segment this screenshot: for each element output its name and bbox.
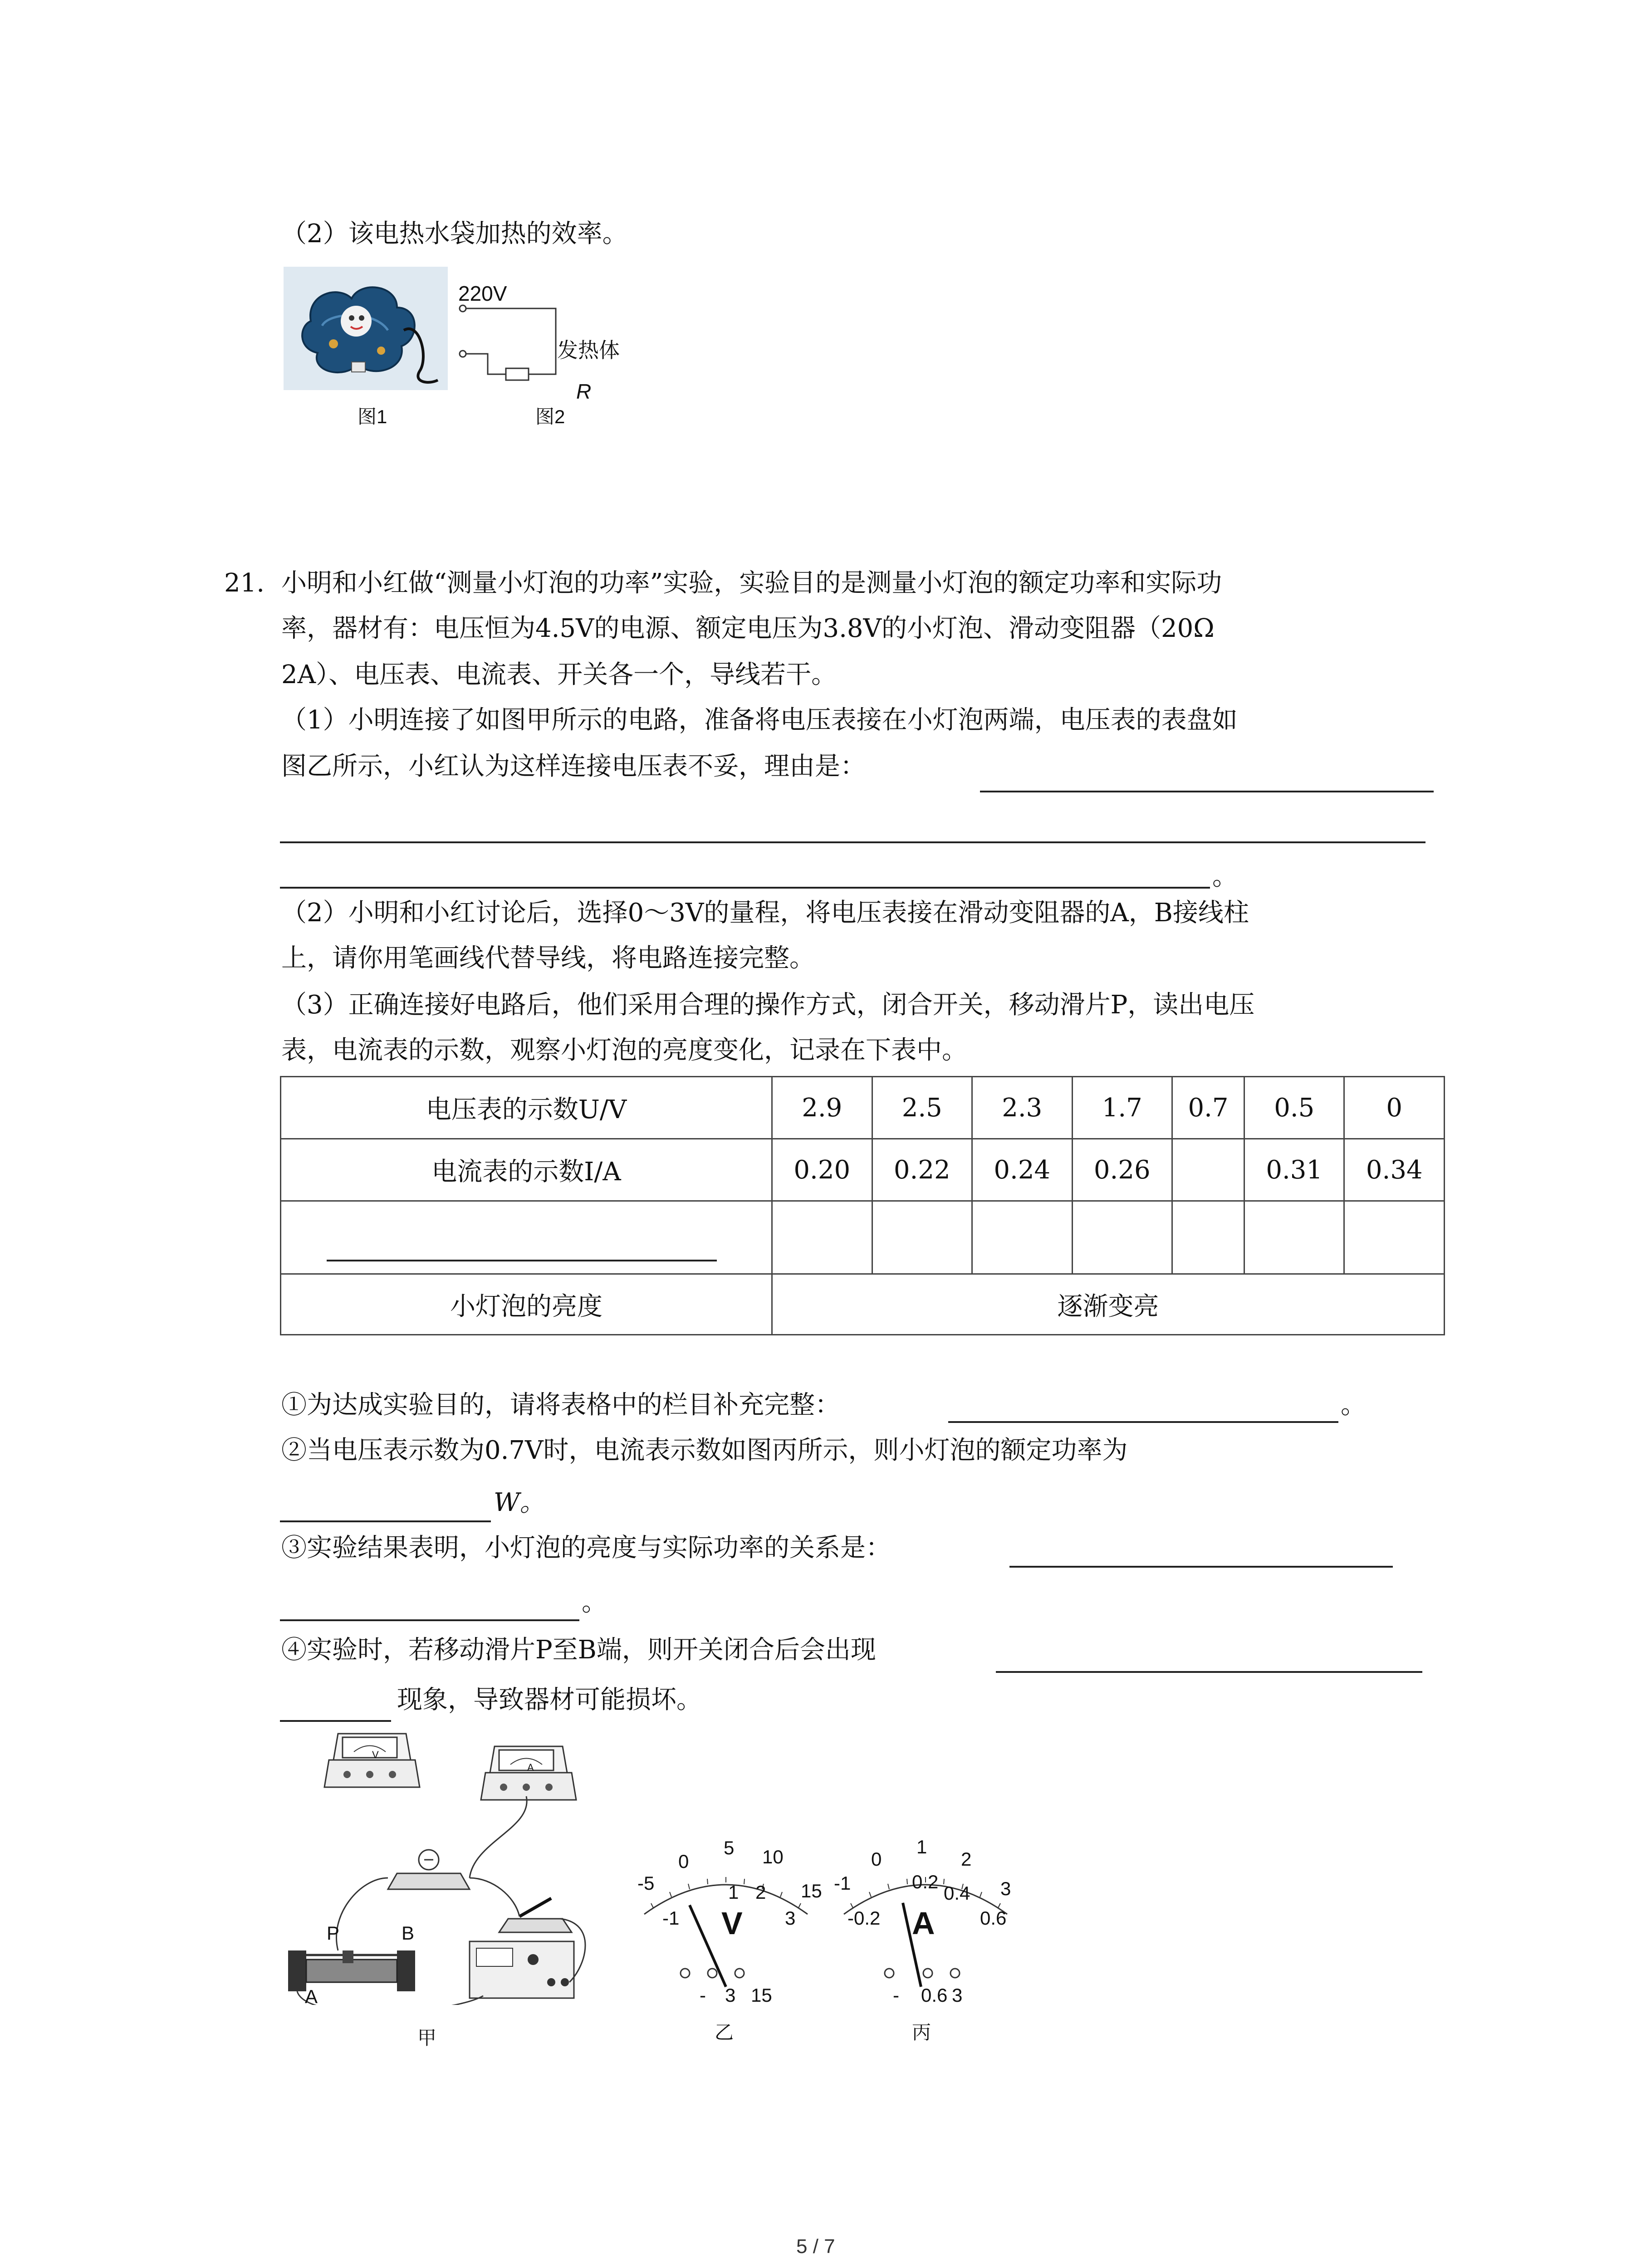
amm-tick-top-0: 0 xyxy=(871,1848,882,1870)
amm-tick-top-3: 3 xyxy=(1000,1878,1011,1899)
q21-intro-line2: 率，器材有：电压恒为4.5V的电源、额定电压为3.8V的小灯泡、滑动变阻器（20Ω xyxy=(281,614,1215,643)
q21-number: 21. xyxy=(224,568,265,598)
table-cell: 0.34 xyxy=(1344,1139,1445,1201)
row-label-blank-line[interactable] xyxy=(327,1260,717,1261)
q21-p3-line2: 表，电流表的示数，观察小灯泡的亮度变化，记录在下表中。 xyxy=(281,1036,967,1065)
table-cell: 0.24 xyxy=(972,1139,1073,1201)
q21-p1-line1: （1）小明连接了如图甲所示的电路，准备将电压表接在小灯泡两端，电压表的表盘如 xyxy=(281,705,1238,735)
table-cell: 2.9 xyxy=(772,1077,872,1139)
volt-tick-top-5: 5 xyxy=(724,1837,735,1858)
volt-letter: V xyxy=(721,1906,743,1941)
s3-end-mark: 。 xyxy=(582,1588,607,1617)
table-cell: 0.31 xyxy=(1244,1139,1344,1201)
table-row-brightness xyxy=(281,1274,1445,1335)
current-row-label: 电流表的示数I/A xyxy=(281,1139,772,1201)
sub-question-4-cont: 现象，导致器材可能损坏。 xyxy=(397,1685,702,1715)
sub-question-4: ④实验时，若移动滑片P至B端，则开关闭合后会出现 xyxy=(281,1635,876,1665)
s1-answer-blank[interactable] xyxy=(948,1421,1338,1423)
s2-unit: W。 xyxy=(494,1488,545,1517)
voltage-row-label: 电压表的示数U/V xyxy=(281,1077,772,1139)
amm-tick-bottom-04: 0.4 xyxy=(944,1882,970,1904)
table-cell-empty[interactable] xyxy=(972,1201,1073,1274)
table-cell: 0.5 xyxy=(1244,1077,1344,1139)
lamp-holder xyxy=(388,1850,470,1889)
table-cell-empty[interactable] xyxy=(1172,1201,1244,1274)
table-cell-empty[interactable] xyxy=(1172,1139,1244,1201)
volt-tick-top-15: 15 xyxy=(801,1880,822,1901)
table-cell-empty[interactable] xyxy=(1244,1201,1344,1274)
volt-tick-bottom-2: 2 xyxy=(755,1882,766,1903)
apparatus-svg xyxy=(279,1724,606,2005)
table-cell: 0.26 xyxy=(1072,1139,1172,1201)
table-cell-empty[interactable] xyxy=(772,1201,872,1274)
fig1-caption: 图1 xyxy=(358,406,387,427)
rheostat xyxy=(288,1950,415,1991)
q21-p2-line2: 上，请你用笔画线代替导线，将电路连接完整。 xyxy=(281,943,815,973)
p1-answer-blank-2[interactable] xyxy=(280,841,1425,843)
volt-terminal-3: 3 xyxy=(725,1984,736,2006)
table-cell: 2.3 xyxy=(972,1077,1073,1139)
voltage-label-220v: 220V xyxy=(458,282,507,305)
hot-water-bag-photo xyxy=(284,267,448,390)
amm-tick-bottom-neg1: -1 xyxy=(834,1872,851,1894)
s2-answer-blank[interactable] xyxy=(280,1520,491,1522)
amm-tick-top-2: 2 xyxy=(961,1848,972,1870)
figure-jia-apparatus xyxy=(279,1724,606,2005)
s4-answer-blank-2[interactable] xyxy=(280,1720,391,1722)
amm-terminal-06: 0.6 xyxy=(921,1984,948,2006)
table-cell: 0.22 xyxy=(872,1139,972,1201)
table-cell: 2.5 xyxy=(872,1077,972,1139)
table-cell: 0.7 xyxy=(1172,1077,1244,1139)
blank-row-label[interactable] xyxy=(281,1201,772,1274)
heater-label: 发热体 xyxy=(557,338,620,362)
power-supply xyxy=(470,1941,574,1998)
q20-part2: （2）该电热水袋加热的效率。 xyxy=(281,219,628,249)
amm-terminal-neg: - xyxy=(893,1984,899,2006)
s1-end-mark: 。 xyxy=(1341,1390,1366,1420)
apparatus-voltmeter-label: V xyxy=(372,1749,379,1760)
amm-tick-bottom-02: 0.2 xyxy=(912,1871,939,1892)
table-row-current xyxy=(281,1139,1445,1201)
table-cell: 0.20 xyxy=(772,1139,872,1201)
q21-p3-line1: （3）正确连接好电路后，他们采用合理的操作方式，闭合开关，移动滑片P，读出电压 xyxy=(281,990,1255,1020)
q21-intro-line1: 小明和小红做“测量小灯泡的功率”实验，实验目的是测量小灯泡的额定功率和实际功 xyxy=(281,568,1222,598)
volt-tick-bottom-neg1: -1 xyxy=(662,1907,680,1929)
rheostat-label-p: P xyxy=(327,1922,340,1944)
s3-answer-blank-1[interactable] xyxy=(1009,1566,1393,1568)
p1-answer-blank-1[interactable] xyxy=(980,791,1434,792)
brightness-row-label: 小灯泡的亮度 xyxy=(281,1274,772,1335)
amm-tick-top-1: 1 xyxy=(916,1836,927,1857)
table-row-voltage xyxy=(281,1077,1445,1139)
hot-water-bag-image xyxy=(284,267,448,390)
table-row-blank xyxy=(281,1201,1445,1274)
s3-answer-blank-2[interactable] xyxy=(280,1619,579,1621)
rheostat-label-a: A xyxy=(305,1986,318,2007)
data-table xyxy=(280,1076,1445,1335)
brightness-value: 逐渐变亮 xyxy=(772,1274,1445,1335)
sub-question-3: ③实验结果表明，小灯泡的亮度与实际功率的关系是： xyxy=(281,1533,891,1563)
table-cell: 1.7 xyxy=(1072,1077,1172,1139)
amm-tick-bottom-neg02: -0.2 xyxy=(847,1907,881,1929)
volt-terminal-15: 15 xyxy=(751,1984,772,2006)
table-cell-empty[interactable] xyxy=(1344,1201,1445,1274)
fig2-caption: 图2 xyxy=(535,406,565,427)
sub-question-2: ②当电压表示数为0.7V时，电流表示数如图丙所示，则小灯泡的额定功率为 xyxy=(281,1436,1128,1465)
figure-bing-caption: 丙 xyxy=(912,2022,931,2043)
q21-p2-line1: （2）小明和小红讨论后，选择0～3V的量程，将电压表接在滑动变阻器的A，B接线柱 xyxy=(281,898,1249,928)
p1-answer-blank-3[interactable] xyxy=(280,887,1210,889)
rheostat-label-b: B xyxy=(402,1922,415,1944)
q21-intro-line3: 2A）、电压表、电流表、开关各一个，导线若干。 xyxy=(281,660,837,689)
volt-tick-top-0: 0 xyxy=(678,1851,689,1872)
volt-tick-top-10: 10 xyxy=(762,1846,784,1867)
amm-terminal-3: 3 xyxy=(952,1984,963,2006)
apparatus-ammeter-label: A xyxy=(527,1762,534,1773)
volt-tick-bottom-3: 3 xyxy=(785,1907,796,1929)
table-cell-empty[interactable] xyxy=(1072,1201,1172,1274)
switch xyxy=(499,1898,572,1932)
volt-terminal-neg: - xyxy=(700,1984,706,2006)
table-cell-empty[interactable] xyxy=(872,1201,972,1274)
page-number: 5 / 7 xyxy=(796,2235,835,2258)
volt-tick-bottom-1: 1 xyxy=(728,1882,739,1903)
amm-tick-bottom-06: 0.6 xyxy=(980,1907,1007,1929)
figure-jia-caption: 甲 xyxy=(417,2027,437,2048)
volt-tick-bottom-neg5: -5 xyxy=(637,1872,655,1894)
resistor-label-r: R xyxy=(576,380,592,403)
sub-question-1: ①为达成实验目的，请将表格中的栏目补充完整： xyxy=(281,1390,840,1420)
amm-letter: A xyxy=(912,1906,935,1941)
figure-yi-caption: 乙 xyxy=(715,2022,734,2043)
q21-p1-line2: 图乙所示，小红认为这样连接电压表不妥，理由是： xyxy=(281,752,866,781)
table-cell: 0 xyxy=(1344,1077,1445,1139)
p1-end-mark: 。 xyxy=(1212,862,1238,891)
s4-answer-blank-1[interactable] xyxy=(996,1671,1422,1673)
